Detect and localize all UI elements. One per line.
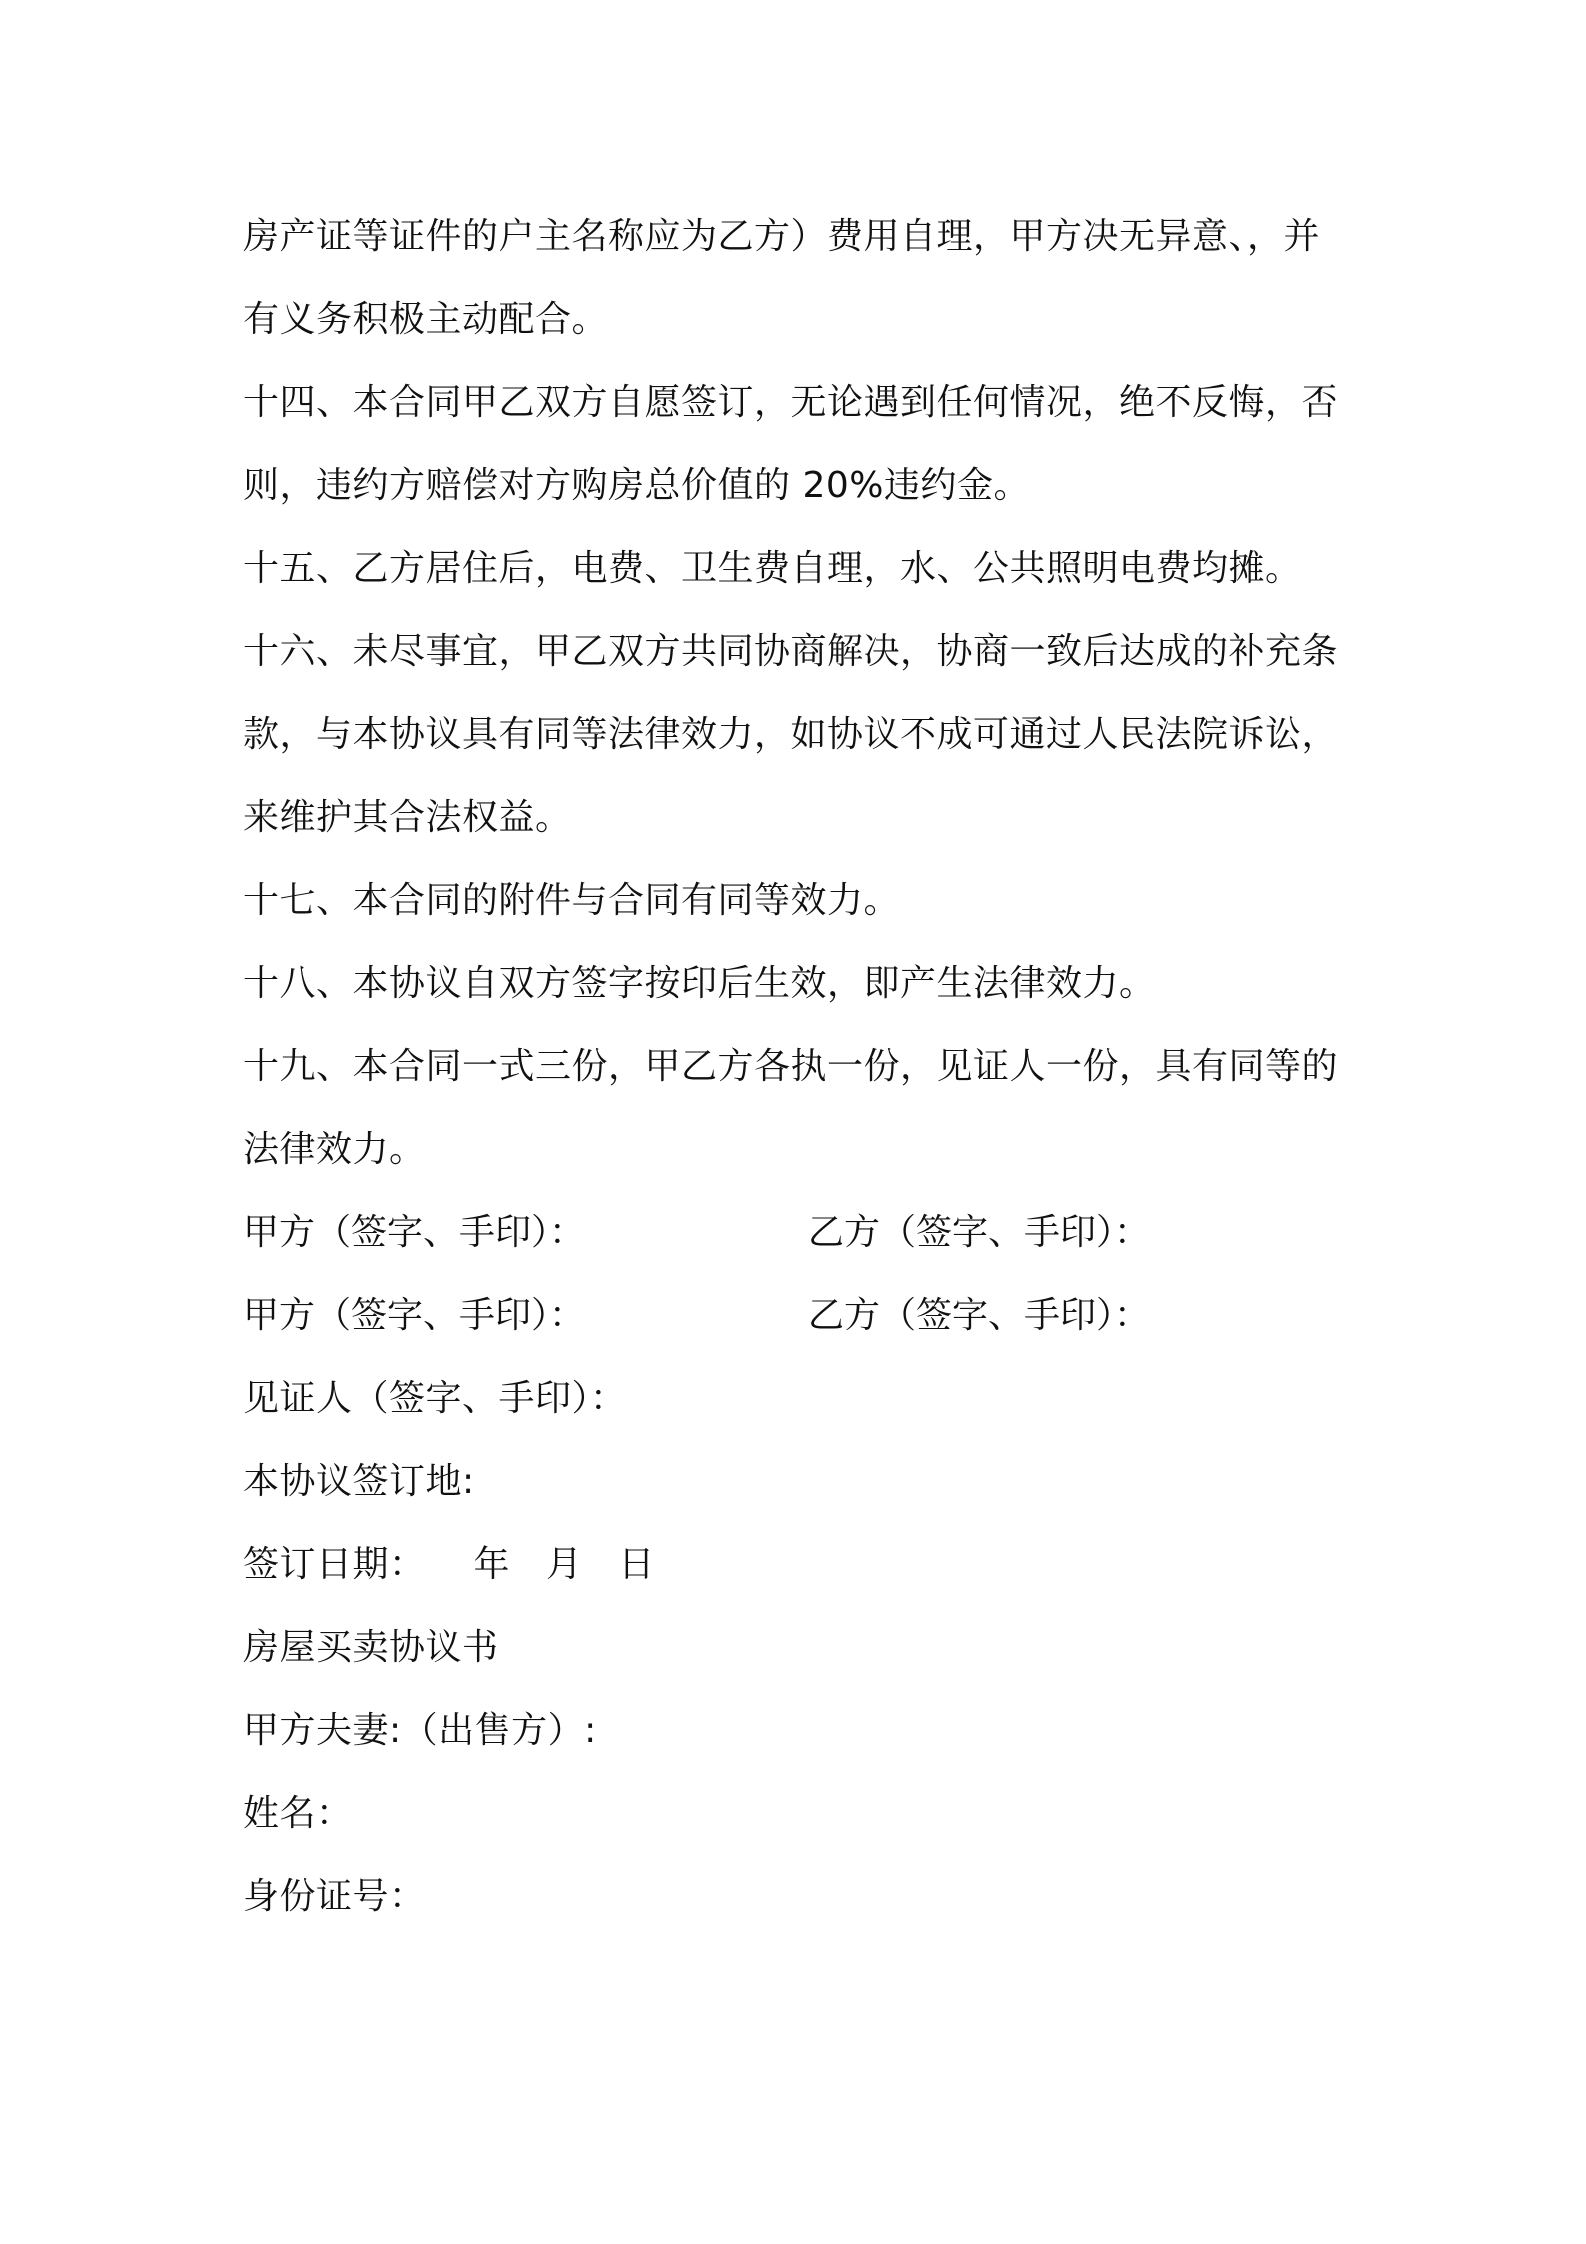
party-a-signature-label-2: 甲方（签字、手印）： (243, 1295, 586, 1336)
clause-18: 十八、本协议自双方签字按印后生效，即产生法律效力。 (243, 963, 1156, 1004)
paragraph-13-continued-line-2: 有义务积极主动配合。 (243, 299, 609, 340)
signing-place-label: 本协议签订地: (243, 1461, 475, 1502)
year-label: 年 (473, 1544, 510, 1585)
party-b-signature-label-2: 乙方（签字、手印）： (808, 1295, 1151, 1336)
seller-label: 甲方夫妻:（出售方）: (243, 1710, 597, 1751)
party-a-signature-label: 甲方（签字、手印）： (243, 1212, 586, 1253)
clause-19-line-1: 十九、本合同一式三份，甲乙方各执一份，见证人一份，具有同等的 (243, 1046, 1339, 1087)
clause-16-line-2: 款，与本协议具有同等法律效力，如协议不成可通过人民法院诉讼， (243, 714, 1339, 755)
paragraph-13-continued-line-1: 房产证等证件的户主名称应为乙方）费用自理，甲方决无异意、，并 (243, 216, 1321, 257)
document-page (243, 195, 1363, 1938)
signature-row-2 (243, 1274, 1363, 1357)
day-label: 日 (618, 1544, 655, 1585)
month-label: 月 (545, 1544, 583, 1585)
next-document-title: 房屋买卖协议书 (243, 1627, 499, 1668)
clause-17: 十七、本合同的附件与合同有同等效力。 (243, 880, 901, 921)
name-label: 姓名： (243, 1793, 353, 1834)
clause-16-line-1: 十六、未尽事宜，甲乙双方共同协商解决，协商一致后达成的补充条 (243, 631, 1339, 672)
signature-row-1 (243, 1191, 1363, 1274)
clause-14-line-1: 十四、本合同甲乙双方自愿签订，无论遇到任何情况，绝不反悔，否 (243, 382, 1339, 423)
witness-signature-label: 见证人（签字、手印）： (243, 1378, 627, 1419)
signing-date-row (243, 1523, 1363, 1606)
party-b-signature-label: 乙方（签字、手印）： (808, 1212, 1151, 1253)
clause-19-line-2: 法律效力。 (243, 1129, 426, 1170)
clause-16-line-3: 来维护其合法权益。 (243, 797, 572, 838)
id-number-label: 身份证号： (243, 1876, 426, 1917)
clause-14-line-2: 则，违约方赔偿对方购房总价值的 20%违约金。 (243, 465, 1030, 506)
signing-date-label: 签订日期： (243, 1544, 426, 1585)
clause-15: 十五、乙方居住后，电费、卫生费自理，水、公共照明电费均摊。 (243, 548, 1302, 589)
